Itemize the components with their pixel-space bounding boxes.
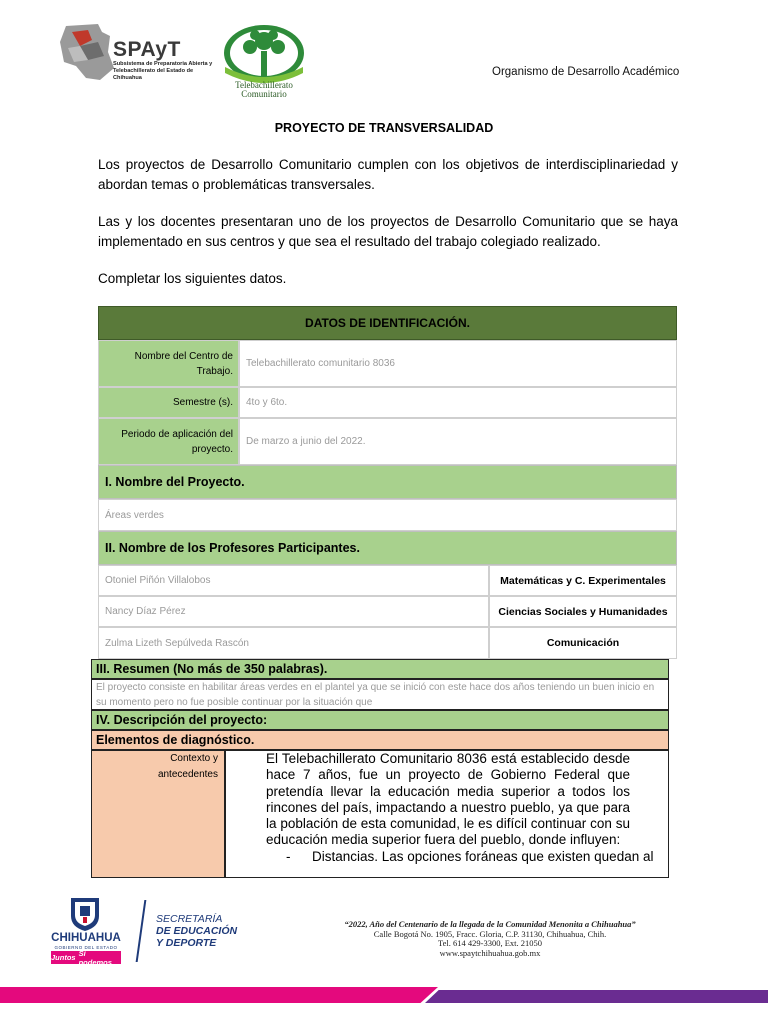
section-teachers xyxy=(98,531,677,565)
label-periodo xyxy=(98,418,239,465)
summary-value-text: El proyecto consiste en habilitar áreas verdes en el plantel ya que se inició con este hace dos años teniendo un buen inicio en su momento pero no fue posible continuar por la situación que xyxy=(96,682,655,708)
paragraph-2: Las y los docentes presentaran uno de los proyectos de Desarrollo Comunitario que se haya implementado en sus centros y que sea el resultado del trabajo colegiado realizado. xyxy=(98,214,678,249)
slogan-a: Juntos xyxy=(51,953,76,962)
identification-header-text: DATOS DE IDENTIFICACIÓN. xyxy=(305,316,470,330)
chihuahua-shield-icon xyxy=(68,896,102,932)
year-motto: “2022, Año del Centenario de la llegada de la Comunidad Menonita a Chihuahua” xyxy=(344,919,636,929)
website: www.spaytchihuahua.gob.mx xyxy=(439,947,541,958)
value-centro xyxy=(239,340,677,387)
label-centro-text: Nombre del Centro de Trabajo. xyxy=(134,350,233,377)
teacher-name-text: Zulma Lizeth Sepúlveda Rascón xyxy=(105,637,249,649)
label-semestre xyxy=(98,387,239,418)
state-subtitle: GOBIERNO DEL ESTADO xyxy=(54,945,118,950)
spayt-subtitle: Subsistema de Preparatoria Abierta y Telebachillerato del Estado de Chihuahua xyxy=(113,61,213,81)
summary-value xyxy=(91,679,669,710)
context-text: El Telebachillerato Comunitario 8036 está establecido desde hace 7 años, fue un proyecto de Gobierno Federal que pretendía llevar la educación media superior a todos los rincones del país, impactando a nuestro pueblo, ya que para la población de esta comunidad, le es difícil continuar con su educación media superior fuera del pueblo, donde influyen: xyxy=(266,751,630,848)
footer-contact xyxy=(300,920,680,958)
teacher-subject-text: Ciencias Sociales y Humanidades xyxy=(498,605,668,618)
diagnosis-header-text: Elementos de diagnóstico. xyxy=(96,733,255,747)
organism-label: Organismo de Desarrollo Académico xyxy=(492,66,680,78)
diagnosis-header xyxy=(91,730,669,750)
value-semestre-text: 4to y 6to. xyxy=(246,397,288,408)
label-semestre-text: Semestre (s). xyxy=(172,397,233,408)
bullet-text: Distancias. Las opciones foráneas que existen quedan al xyxy=(312,848,654,864)
footer-magenta-bar xyxy=(0,987,438,1003)
teacher-name xyxy=(98,565,489,596)
context-label-text: Contexto y antecedentes xyxy=(157,753,218,780)
value-periodo xyxy=(239,418,677,465)
spayt-map-logo xyxy=(58,22,116,82)
address: Calle Bogotá No. 1905, Fracc. Gloria, C.P. 31130, Chihuahua, Chih. xyxy=(373,928,607,939)
section-description xyxy=(91,710,669,730)
bullet-dash: - xyxy=(286,848,291,864)
teacher-subject xyxy=(489,565,677,596)
section-project-name xyxy=(98,465,677,499)
label-periodo-text: Periodo de aplicación del proyecto. xyxy=(121,428,233,455)
teacher-name-text: Otoniel Piñón Villalobos xyxy=(105,575,211,586)
teacher-subject-text: Comunicación xyxy=(546,637,620,649)
teacher-subject xyxy=(489,596,677,627)
value-periodo-text: De marzo a junio del 2022. xyxy=(246,436,366,447)
slogan-badge xyxy=(51,948,121,967)
paragraph-3: Completar los siguientes datos. xyxy=(98,271,287,286)
tree-logo xyxy=(217,23,311,83)
secretaria-logo xyxy=(156,913,237,949)
teacher-subject xyxy=(489,627,677,659)
slogan-b: Sí podemos xyxy=(78,948,112,967)
context-bullet xyxy=(226,849,668,865)
value-semestre xyxy=(239,387,677,418)
context-text-cell xyxy=(225,750,669,878)
section-summary xyxy=(91,659,669,679)
context-label-cell xyxy=(91,750,225,878)
project-name-value xyxy=(98,499,677,531)
project-name-value-text: Áreas verdes xyxy=(105,509,164,521)
phone: Tel. 614 429-3300, Ext. 21050 xyxy=(438,938,542,948)
teacher-subject-text: Matemáticas y C. Experimentales xyxy=(500,574,666,587)
document-title: PROYECTO DE TRANSVERSALIDAD xyxy=(274,121,494,135)
label-centro xyxy=(98,340,239,387)
footer-divider xyxy=(136,900,147,962)
footer-purple-bar xyxy=(425,990,768,1003)
spayt-wordmark: SPAyT xyxy=(113,38,181,61)
tbc-line1: Telebachillerato xyxy=(235,80,293,90)
section-project-name-text: I. Nombre del Proyecto. xyxy=(105,475,245,489)
section-teachers-text: II. Nombre de los Profesores Participantes. xyxy=(105,541,360,555)
teacher-name xyxy=(98,596,489,627)
sec-line1: SECRETARÍA xyxy=(156,913,223,925)
identification-header xyxy=(98,306,677,340)
state-name: CHIHUAHUA xyxy=(51,932,121,944)
section-summary-text: III. Resumen (No más de 350 palabras). xyxy=(96,662,328,676)
value-centro-text: Telebachillerato comunitario 8036 xyxy=(246,358,395,369)
tbc-line2: Comunitario xyxy=(241,89,287,99)
sec-line2: DE EDUCACIÓN xyxy=(156,925,238,937)
telebachillerato-wordmark xyxy=(215,81,313,99)
sec-line3: Y DEPORTE xyxy=(156,937,217,949)
section-description-text: IV. Descripción del proyecto: xyxy=(96,713,268,727)
teacher-name-text: Nancy Díaz Pérez xyxy=(105,606,186,617)
teacher-name xyxy=(98,627,489,659)
paragraph-1: Los proyectos de Desarrollo Comunitario cumplen con los objetivos de interdisciplinariedad y abordan temas o problemáticas transversales. xyxy=(98,157,678,192)
